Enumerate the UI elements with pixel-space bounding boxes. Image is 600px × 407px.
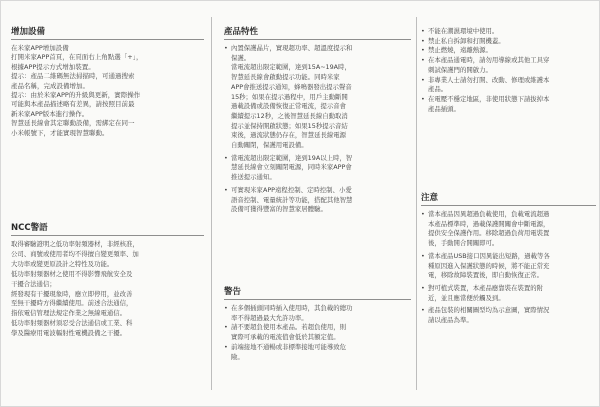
text-line: • 當電流超出限定範圍，達到19A以上時，智 xyxy=(224,154,411,164)
text-line: 產品插頭。 xyxy=(428,104,460,113)
safety-list xyxy=(421,27,596,114)
text-line: 新米家APP版本進行操作。 xyxy=(11,109,89,118)
text-line: 在米家APP增加設備 xyxy=(11,44,69,52)
bullet-item xyxy=(421,95,596,114)
text-line: 刺試保護門的開啟力。 xyxy=(428,65,492,74)
text-line: 後，手動開合開關即可。 xyxy=(428,239,499,248)
column-2 xyxy=(224,1,411,406)
safety-list-section xyxy=(421,27,596,114)
section-heading: 警告 xyxy=(224,287,411,300)
text-line: 繼續提示12秒，之後智慧延長線自動取消 xyxy=(231,111,348,120)
features-section xyxy=(224,27,411,215)
text-line: 干擾合法通信； xyxy=(11,279,56,288)
text-line: 產品。 xyxy=(428,85,448,94)
text-line: 束後，過流狀態仍存在，智慧延長線電源 xyxy=(231,131,347,140)
bullet-item xyxy=(421,37,596,47)
bullet-item xyxy=(421,252,596,281)
warning-list xyxy=(224,304,411,362)
text-line: 當電流超出限定範圍，達到15A~19A時， xyxy=(231,63,351,72)
text-line: 15秒；如果在提示過程中，用戶主動斷開 xyxy=(231,92,348,101)
section-heading: 增加設備 xyxy=(11,27,204,40)
text-line: 提示：由於米家APP的升級與更新，實際操作 xyxy=(11,91,141,100)
features-list xyxy=(224,44,411,215)
text-line: 根據APP提示方式增加裝置。 xyxy=(11,62,95,71)
bullet-item xyxy=(224,44,411,151)
text-line: 至無干擾時方得繼續使用。前述合法通信， xyxy=(11,299,133,308)
text-line: 指依電信管理法規定作業之無線電通信。 xyxy=(11,309,127,318)
bullet-item xyxy=(224,154,411,183)
text-line: 本產品標準時，過載保護開關會中斷電源， xyxy=(428,219,550,228)
bullet-item xyxy=(421,306,596,325)
text-line: • 當本產品USB接口因異能出短路，過載等各 xyxy=(421,252,596,262)
bullet-item xyxy=(421,76,596,95)
column-3 xyxy=(421,1,596,406)
text-line: 提供安全保護作用。移除超過負荷用電裝置 xyxy=(428,229,550,238)
section-body xyxy=(11,240,204,339)
text-line: • 可實現米家APP遠程控制、定時控制、小愛 xyxy=(224,186,411,196)
text-line: 電，移除故障裝置後，即自動恢復正常。 xyxy=(428,271,544,280)
bullet-item xyxy=(224,304,411,323)
text-line: 產品名稱，完成設備增加。 xyxy=(11,81,89,90)
text-line: 請以產品為準。 xyxy=(428,316,473,325)
text-line: 過載設備或設備恢復正常電流，提示音會 xyxy=(231,102,347,111)
text-line: 低功率射頻器材之使用不得影響飛航安全及 xyxy=(11,269,133,278)
section-heading: 產品特性 xyxy=(224,27,411,40)
bullet-item xyxy=(224,186,411,215)
section-body xyxy=(11,44,204,138)
text-line: 低功率射頻器材須忍受合法通信或工業、科 xyxy=(11,319,133,328)
text-line: APP會推送提示通知，蜂鳴器發出提示聲音 xyxy=(231,82,352,91)
text-line: • 在電壓不穩定地區，非使用狀態下請拔掉本 xyxy=(421,95,596,105)
text-line: • 產品包裝的相關圖型均為示意圖，實際情況 xyxy=(421,306,596,316)
text-line: • 前端接地不通暢或非標準接地可能導致危 xyxy=(224,343,411,353)
text-line: • 在本產品通電時，請勿用導線或其他工具穿 xyxy=(421,56,596,66)
text-line: 近，並且應當便於觸及到。 xyxy=(428,293,505,302)
text-line: 保護。 xyxy=(231,53,251,62)
bullet-item xyxy=(421,284,596,303)
text-line: 設備可獲得豐富的智慧家居體驗。 xyxy=(231,205,327,214)
ncc-section xyxy=(11,223,204,339)
text-line: 提示並保持開啟狀態；如果15秒提示音結 xyxy=(231,121,348,130)
column-divider xyxy=(416,17,417,390)
warning-section xyxy=(224,287,411,362)
section-heading: 注意 xyxy=(421,193,596,206)
text-line: 率不得超過最大允許功率。 xyxy=(231,313,308,322)
text-line: 公司、商號或使用者均不得擅自變更頻率、加 xyxy=(11,249,139,258)
add-device-section xyxy=(11,27,204,138)
section-heading: NCC警語 xyxy=(11,223,204,236)
text-line: • 當本產品因異超過負載使用，負載電流超過 xyxy=(421,210,596,220)
text-line: • 對可植式裝置，本產品應靠裝在裝置的附 xyxy=(421,284,596,294)
text-line: 慧延長線會立刻關閉電源，同時米家APP會 xyxy=(231,163,352,172)
bullet-item xyxy=(421,27,596,37)
column-divider xyxy=(211,17,212,390)
column-1 xyxy=(11,1,204,406)
bullet-item xyxy=(421,56,596,75)
bullet-item xyxy=(421,210,596,249)
text-line: 打開米家APP首頁，在頁面右上角點選「+」， xyxy=(11,53,143,62)
text-line: 語音控制、電量統計等功能，搭配其他智慧 xyxy=(231,195,353,204)
text-line: 可能與本產品描述略有差異，請按照目前最 xyxy=(11,100,135,109)
text-line: • 禁止燃燒，遠離熱源。 xyxy=(421,46,596,56)
text-line: 提示：產品二維碼無法掃描時，可通過搜索 xyxy=(11,72,135,81)
text-line: 小米帳號下，才能實現智慧聯動。 xyxy=(11,128,109,137)
text-line: 險。 xyxy=(231,352,244,361)
text-line: 取得審驗證明之低功率射頻器材，非經核准， xyxy=(11,240,139,248)
notes-section xyxy=(421,193,596,326)
text-line: • 內置保護晶片，實現超功率、超溫度提示和 xyxy=(224,44,411,54)
text-line: 智慧延長線會其定聯動設備，需綁定在同一 xyxy=(11,119,135,128)
text-line: • 非專業人士請勿打開、改動、修理或維護本 xyxy=(421,76,596,86)
text-line: 自動關閉，保護用電設備。 xyxy=(231,141,308,150)
text-line: • 禁止私自拆卸和打開機蓋。 xyxy=(421,37,596,47)
text-line: • 在多個插頭同時插入使用時，其負載的總功 xyxy=(224,304,411,314)
bullet-item xyxy=(421,46,596,56)
bullet-item xyxy=(224,323,411,342)
text-line: 推送提示通知。 xyxy=(231,173,276,182)
notes-list xyxy=(421,210,596,326)
text-line: • 請不要超負使用本產品。若超負使用，則 xyxy=(224,323,411,333)
text-line: 學及醫療用電波輻射性電機設備之干擾。 xyxy=(11,329,127,338)
text-line: 種原因進入保護狀態的時候，將不能正常充 xyxy=(428,261,550,270)
text-line: 實際可承載的電流值會低於其額定值。 xyxy=(231,333,340,342)
text-line: • 不能在潮濕環境中使用。 xyxy=(421,27,596,37)
text-line: 大功率或變更原設計之特性及功能。 xyxy=(11,259,114,268)
text-line: 經發現有干擾現象時，應立即停用，並改善 xyxy=(11,289,133,298)
text-line: 智慧延長線會啟動提示功能。同時米家 xyxy=(231,73,340,82)
bullet-item xyxy=(224,343,411,362)
